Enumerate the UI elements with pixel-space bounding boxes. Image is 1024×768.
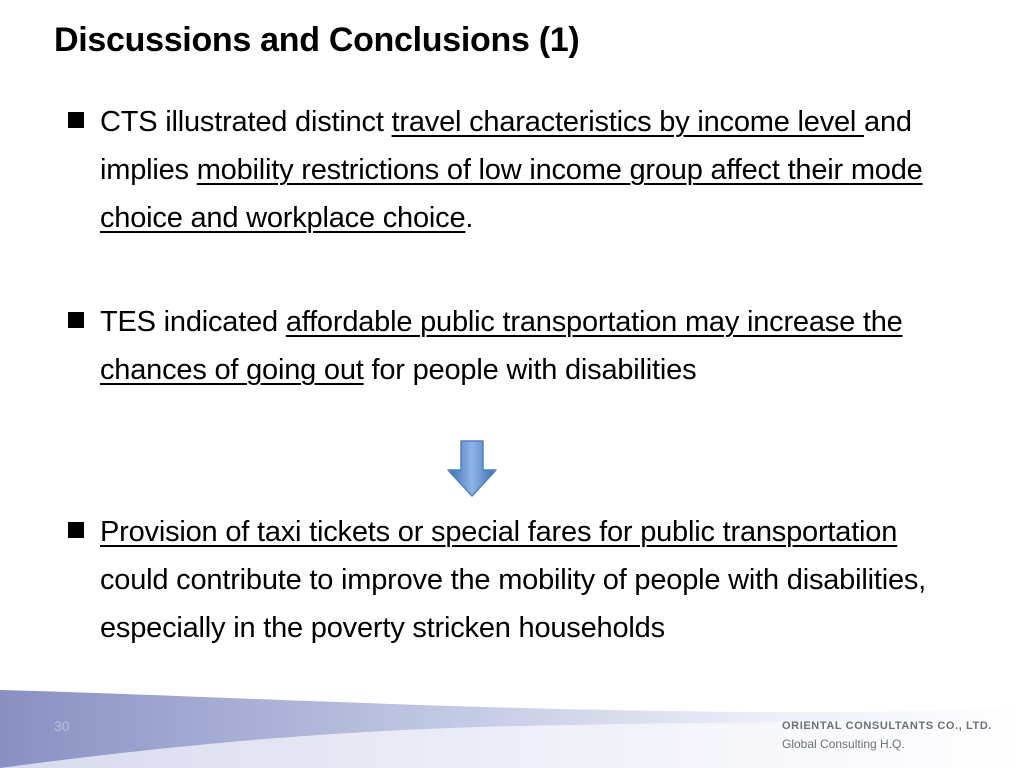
company-subtitle: Global Consulting H.Q. xyxy=(782,737,905,751)
bullet-text-segment: and implies xyxy=(100,106,912,186)
bullet-text-segment: . xyxy=(465,202,474,234)
bullet-item-provision xyxy=(66,508,946,652)
bullet-text xyxy=(100,98,946,242)
page-number: 30 xyxy=(54,718,70,734)
slide-title: Discussions and Conclusions (1) xyxy=(54,21,580,59)
square-bullet-icon xyxy=(68,312,84,328)
down-arrow-icon xyxy=(446,440,498,498)
underlined-phrase: mobility restrictions of low income group affect their mode choice and workplace choice xyxy=(100,154,923,234)
underlined-phrase: travel characteristics by income level xyxy=(391,106,865,138)
bullet-text-segment: could contribute to improve the mobility of people with disabilities, especially in the poverty stricken households xyxy=(100,564,927,644)
underlined-phrase: affordable public transportation may increase the chances of going out xyxy=(100,306,903,386)
company-name: ORIENTAL CONSULTANTS CO., LTD. xyxy=(782,720,993,732)
bullet-text-segment: TES indicated xyxy=(100,306,286,338)
bullet-text-segment: for people with disabilities xyxy=(363,354,697,386)
bullet-text-segment: CTS illustrated distinct xyxy=(100,106,392,138)
square-bullet-icon xyxy=(68,112,84,128)
bullet-text xyxy=(100,508,946,652)
bullet-item-tes xyxy=(66,298,946,394)
square-bullet-icon xyxy=(68,522,84,538)
bullet-text xyxy=(100,298,946,394)
underlined-phrase: Provision of taxi tickets or special fares for public transportation xyxy=(100,516,898,548)
bullet-item-cts xyxy=(66,98,946,242)
